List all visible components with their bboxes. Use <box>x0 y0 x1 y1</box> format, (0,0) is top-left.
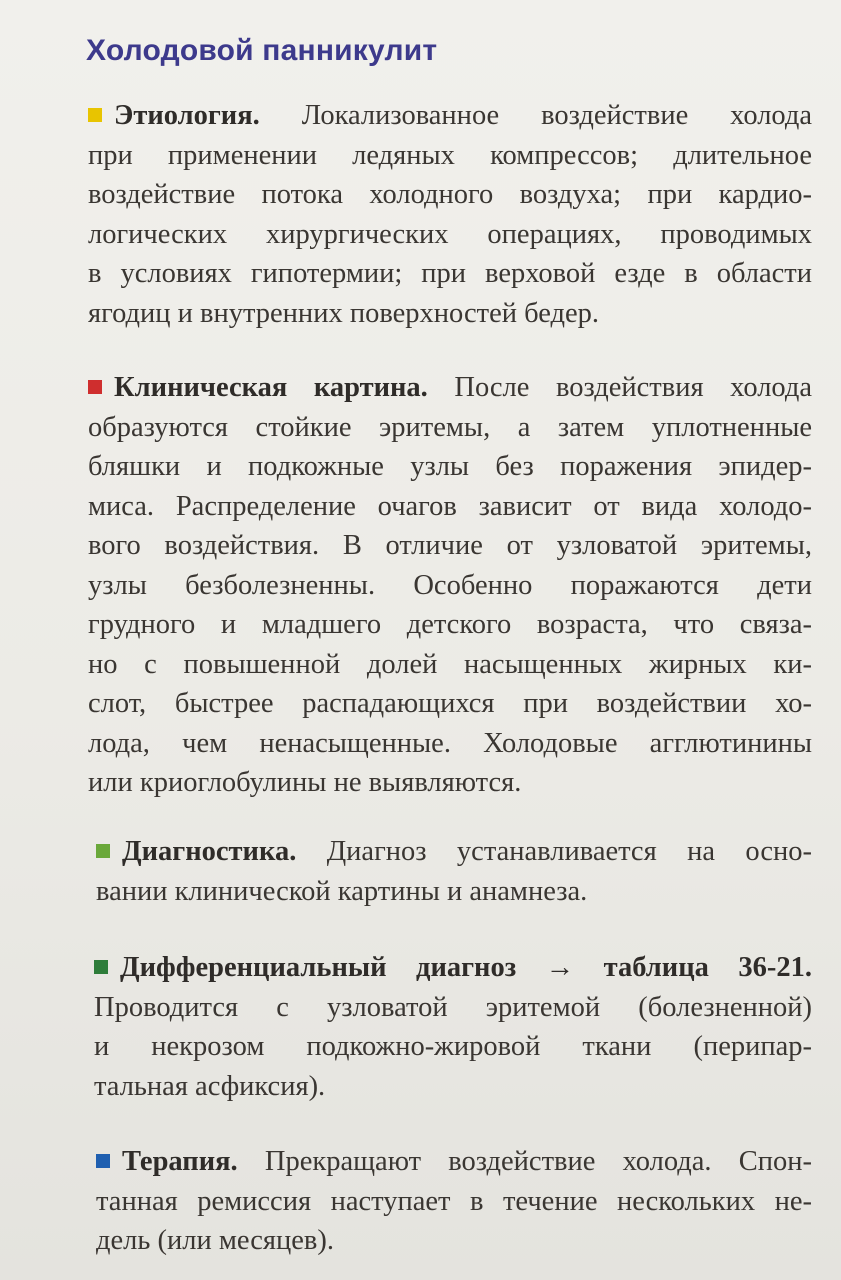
section-differential-diagnosis <box>94 948 812 1106</box>
section-first-line <box>88 368 812 408</box>
section-line: воздействие потока холодного воздуха; при кардио- <box>88 179 812 210</box>
section-etiology <box>88 96 812 333</box>
dark-green-square-icon <box>94 960 108 974</box>
section-line: узлы безболезненны. Особенно поражаются дети <box>88 569 812 601</box>
section-heading: Дифференциальный диагноз → таблица 36-21. <box>120 952 812 983</box>
section-line: тальная асфиксия). <box>94 1070 326 1102</box>
section-line: миса. Распределение очагов зависит от вида холодо- <box>88 490 812 522</box>
section-text: После воздействия холода <box>427 372 812 403</box>
section-line: в условиях гипотермии; при верховой езде в области <box>88 258 812 289</box>
section-line: или криоглобулины не выявляются. <box>88 767 522 798</box>
section-heading: Терапия. <box>122 1146 238 1177</box>
section-line: но с повышенной долей насыщенных жирных ки- <box>88 648 812 680</box>
section-heading: Диагностика. <box>122 836 297 867</box>
section-line: логических хирургических операциях, проводимых <box>88 218 812 250</box>
section-text: Локализованное воздействие холода <box>259 100 812 131</box>
section-line: грудного и младшего детского возраста, что связа- <box>88 609 812 640</box>
section-therapy <box>96 1142 812 1261</box>
section-line: ягодиц и внутренних поверхностей бедер. <box>88 297 600 329</box>
section-diagnostics <box>96 832 812 911</box>
section-line: бляшки и подкожные узлы без поражения эпидер- <box>88 451 812 482</box>
section-line: вого воздействия. В отличие от узловатой эритемы, <box>88 530 812 561</box>
section-heading: Этиология. <box>114 100 260 131</box>
section-line: и некрозом подкожно-жировой ткани (перипар- <box>94 1031 812 1062</box>
section-first-line <box>96 832 812 872</box>
section-first-line <box>94 948 812 988</box>
blue-square-icon <box>96 1154 110 1168</box>
section-line: лода, чем ненасыщенные. Холодовые агглютинины <box>88 727 812 759</box>
section-line: при применении ледяных компрессов; длительное <box>88 139 812 171</box>
section-line: дель (или месяцев). <box>96 1225 334 1256</box>
section-first-line <box>96 1142 812 1182</box>
section-first-line <box>88 96 812 136</box>
section-text: Диагноз устанавливается на осно- <box>296 836 812 867</box>
section-line: образуются стойкие эритемы, а затем уплотненные <box>88 411 812 443</box>
section-line: вании клинической картины и анамнеза. <box>96 875 588 907</box>
section-line: слот, быстрее распадающихся при воздействии хо- <box>88 688 812 719</box>
green-square-icon <box>96 844 110 858</box>
red-square-icon <box>88 380 102 394</box>
section-heading: Клиническая картина. <box>114 372 428 403</box>
yellow-square-icon <box>88 108 102 122</box>
section-clinical-picture <box>88 368 812 803</box>
section-line: танная ремиссия наступает в течение нескольких не- <box>96 1185 812 1217</box>
section-line: Проводится с узловатой эритемой (болезненной) <box>94 991 812 1023</box>
section-text: Прекращают воздействие холода. Спон- <box>237 1146 812 1177</box>
page-title: Холодовой панникулит <box>86 34 438 67</box>
